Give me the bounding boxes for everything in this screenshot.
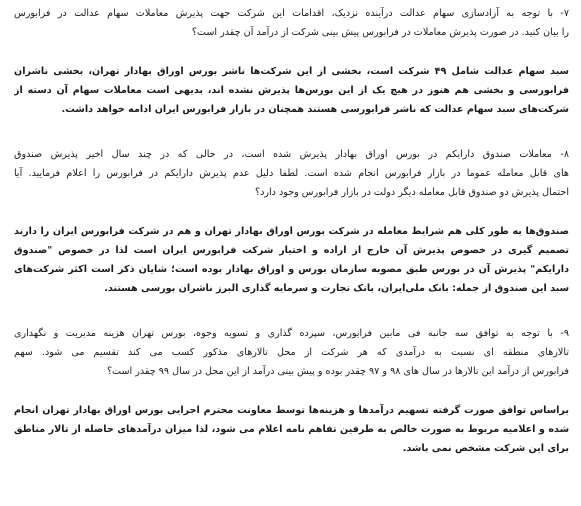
answer-7-line-2: فرابورسی و بخشی هم هنوز در هیچ یک از این بورس‌ها پذیرش نشده اند، بدیهی است معاملات سهام آن دسته از bbox=[14, 85, 569, 96]
answer-7-line-3: شرکت‌های سبد سهام عدالت که ناشر فرابورسی هستند همچنان در بازار فرابورس ایران ادامه خواهد داشت. bbox=[61, 104, 569, 115]
spacer bbox=[14, 298, 569, 324]
question-9-line-3: فرابورس از درآمد این تالارها در سال های ۹۸ و ۹۷ چقدر بوده و پیش بینی درآمد از این محل در سال ۹۹ چقدر است؟ bbox=[106, 366, 569, 377]
answer-9-line-3: برای این شرکت مشخص نمی باشد. bbox=[402, 443, 569, 454]
question-9 bbox=[14, 324, 569, 381]
answer-8 bbox=[14, 222, 569, 298]
answer-7 bbox=[14, 62, 569, 119]
question-8 bbox=[14, 145, 569, 202]
question-9-line-1: ۹- با توجه به توافق سه جانبه فی مابین فرابورس، سپرده گذاری و تسویه وجوه، بورس تهران هزینه مدیریت و نگهداری bbox=[14, 328, 569, 339]
question-7-line-1: ۷- با توجه به آزادسازی سهام عدالت درآینده نزدیک، اقدامات این شرکت جهت پذیرش معاملات سهام عدالت در فرابورس bbox=[14, 8, 569, 19]
answer-9-line-1: براساس توافق صورت گرفته تسهیم درآمدها و هزینه‌ها توسط معاونت محترم اجرایی بورس اوراق بهادار تهران انجام bbox=[14, 405, 569, 416]
spacer bbox=[14, 119, 569, 145]
spacer bbox=[14, 202, 569, 222]
answer-8-line-3: دارایکم" پذیرش آن در بورس طبق مصوبه سازمان بورس و اوراق بهادار بوده است؛ شایان ذکر است اکثر شرکت‌های bbox=[14, 264, 569, 275]
answer-7-line-1: سبد سهام عدالت شامل ۴۹ شرکت است، بخشی از این شرکت‌ها ناشر بورس اوراق بهادار تهران، بخشی ناشران bbox=[14, 66, 569, 77]
spacer bbox=[14, 42, 569, 62]
answer-8-line-4: سبد این صندوق از جمله: بانک ملی‌ایران، بانک تجارت و سرمایه گذاری البرز ناشران بورسی هستند. bbox=[104, 283, 569, 294]
answer-8-line-2: تصمیم گیری در خصوص پذیرش آن خارج از اراده و اختیار شرکت فرابورس ایران است لذا در خصوص "صندوق bbox=[14, 245, 569, 256]
question-7 bbox=[14, 4, 569, 42]
question-8-line-2: های قابل معامله عموما در بازار فرابورس انجام شده است. لطفا دلیل عدم پذیرش دارایکم در فرابورس را اعلام فرمایید. آیا bbox=[14, 168, 569, 179]
answer-9-line-2: شده و اعلامیه مربوط به صورت خالص به طرفین تفاهم نامه اعلام می شود، لذا میزان درآمدهای حاصله از تالار مناطق bbox=[14, 424, 569, 435]
spacer bbox=[14, 381, 569, 401]
question-8-line-3: احتمال پذیرش دو صندوق قابل معامله دیگر دولت در بازار فرابورس وجود دارد؟ bbox=[254, 187, 569, 198]
answer-8-line-1: صندوق‌ها به طور کلی هم شرایط معامله در شرکت بورس اوراق بهادار تهران و هم در شرکت فرابورس ایران را دارند bbox=[14, 226, 569, 237]
question-7-line-2: را بیان کنید. در صورت پذیرش معاملات در فرابورس پیش بینی شرکت از درآمد آن چقدر است؟ bbox=[191, 27, 569, 38]
question-8-line-1: ۸- معاملات صندوق دارایکم در بورس اوراق بهادار پذیرش شده است، در حالی که در چند سال اخیر پذیرش صندوق bbox=[14, 149, 569, 160]
answer-9 bbox=[14, 401, 569, 458]
question-9-line-2: تالارهای منطقه ای نسبت به درآمدی که هر شرکت از محل تالارهای مذکور کسب می کند تقسیم می شود. سهم bbox=[14, 347, 569, 358]
